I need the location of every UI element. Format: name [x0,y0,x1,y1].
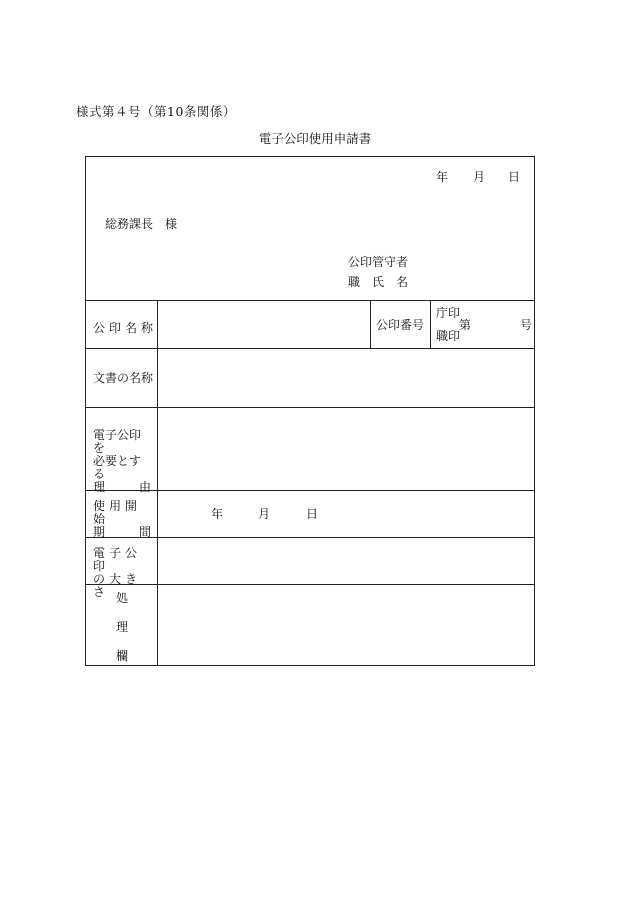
start-period-label-line2 [93,526,151,539]
row-divider [86,300,534,301]
processing-label-1: 処 [116,591,129,605]
row-divider [86,584,534,585]
start-period-label-line1: 使用開始 [93,499,142,526]
reason-label-line1: 電子公印を [93,428,142,455]
seal-size-label-line1: 電子公印 [93,546,142,573]
seal-size-label-line2: の大きさ [93,572,142,599]
start-period-label [93,500,151,539]
application-form-table [85,156,535,666]
column-divider [370,300,371,348]
seal-type-official: 職印 [436,329,461,343]
start-date-year: 年 [211,507,224,521]
seal-number-dai: 第 [459,318,472,332]
reason-label [93,429,151,494]
start-period-label-kan: 間 [138,525,151,539]
reason-label-line2: 必要とする [93,454,142,481]
date-month-label: 月 [473,170,486,184]
column-divider [430,300,431,348]
processing-label-3: 欄 [116,649,129,663]
reason-label-yu: 由 [138,480,151,494]
start-period-label-ki: 期 [93,525,106,539]
reason-label-ri: 理 [93,480,106,494]
start-date-day: 日 [306,507,319,521]
addressee: 総務課長 様 [105,217,178,231]
form-number: 様式第４号（第10条関係） [76,104,236,119]
row-divider [86,537,534,538]
reason-label-line3 [93,481,151,494]
date-day-label: 日 [508,170,521,184]
document-name-label: 文書の名称 [93,371,154,385]
seal-type-office: 庁印 [436,306,461,320]
date-year-label: 年 [436,170,449,184]
label-column-divider [157,300,158,666]
applicant-role: 公印管守者 [348,255,409,269]
document-title: 電子公印使用申請書 [258,131,372,146]
seal-number-go: 号 [520,318,533,332]
seal-number-label: 公印番号 [376,318,425,332]
row-divider [86,407,534,408]
row-divider [86,348,534,349]
seal-name-label [93,319,158,336]
start-date-month: 月 [258,507,271,521]
applicant-name-label: 職 氏 名 [348,275,409,289]
processing-label-2: 理 [116,620,129,634]
seal-name-label-text: 公印名称 [93,321,158,335]
row-divider [86,490,534,491]
